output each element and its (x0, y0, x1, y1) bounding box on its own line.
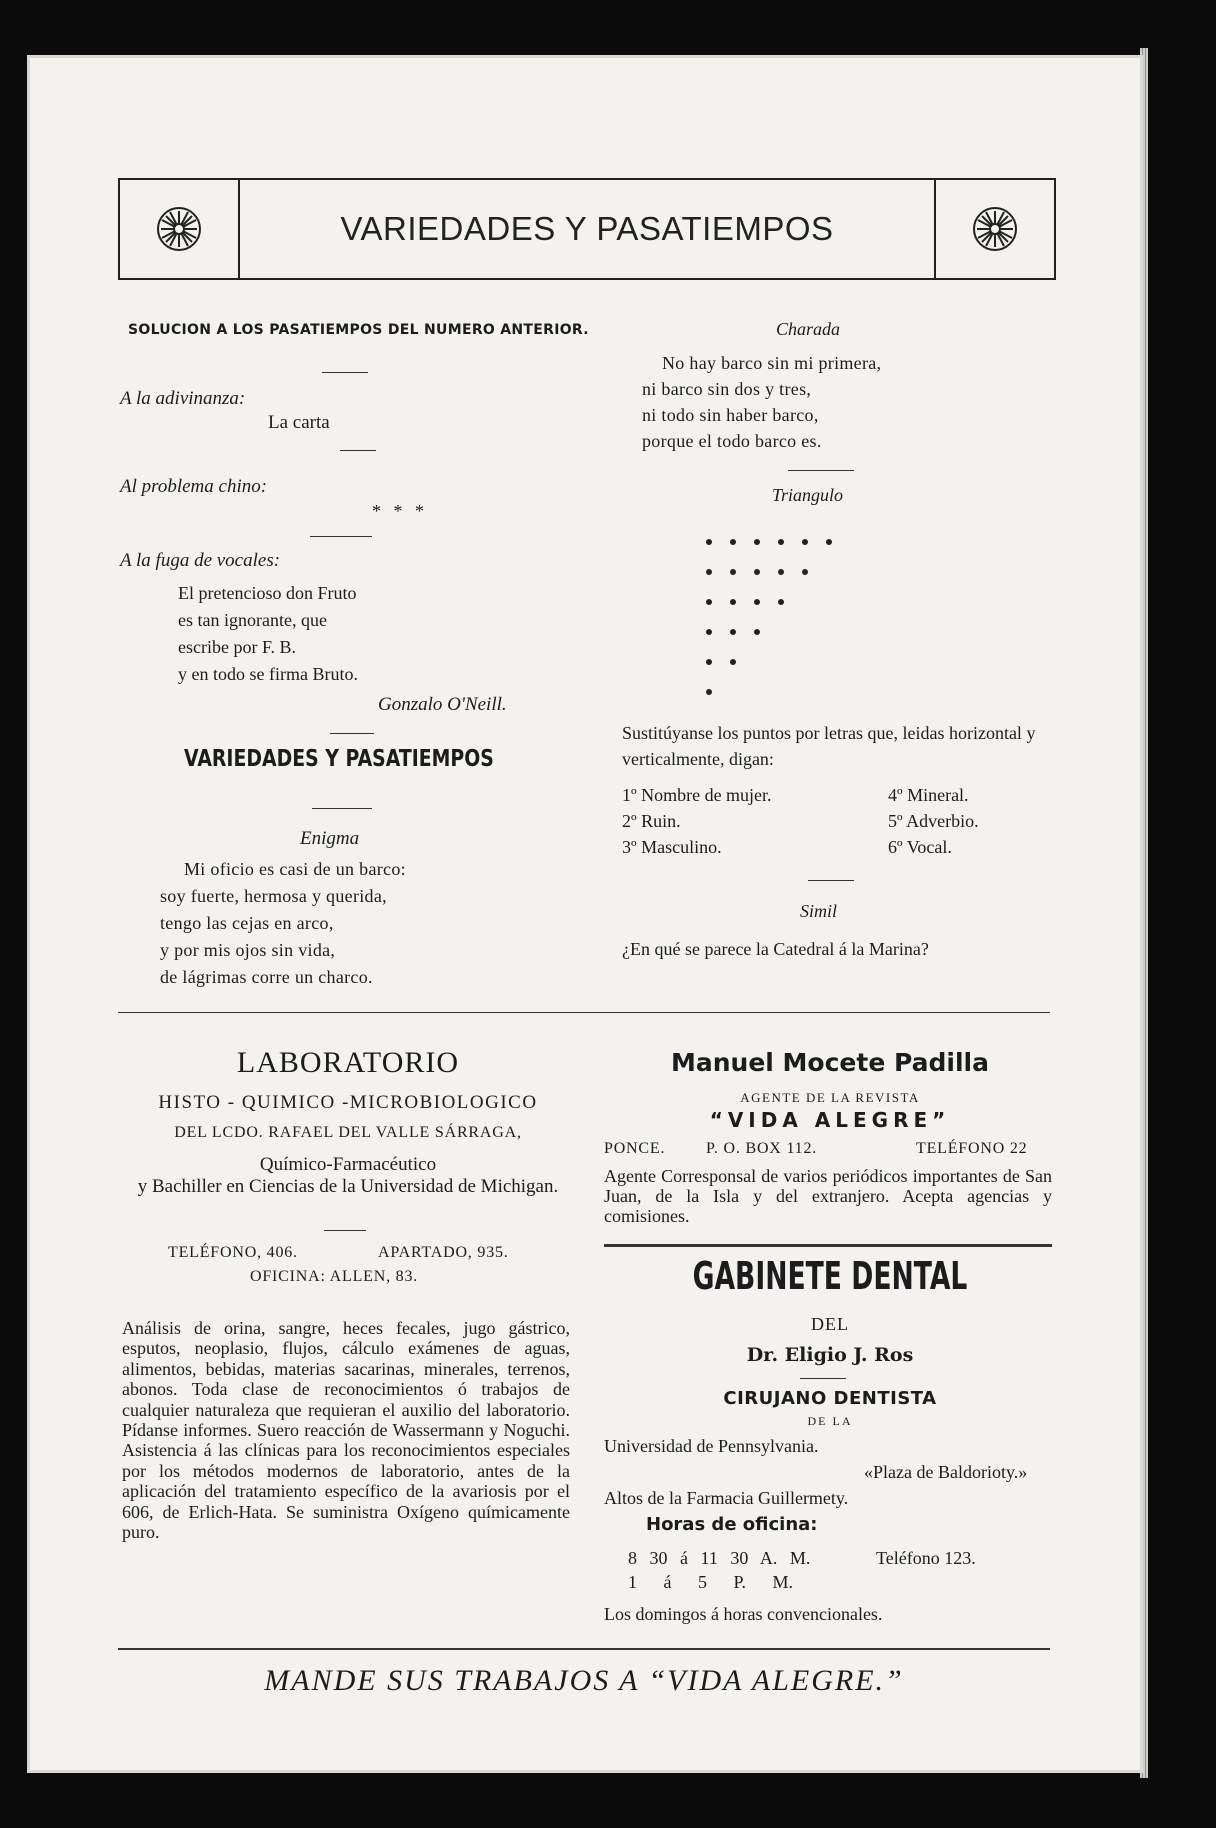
triangle-dot-row (706, 592, 850, 622)
triangle-dot (730, 539, 736, 545)
laboratorio-degree1: Químico-Farmacéutico (259, 1154, 437, 1175)
list-item: 6º Vocal. (888, 837, 952, 857)
laboratorio-title: LABORATORIO (236, 1046, 460, 1079)
header-right-cell (934, 180, 1054, 278)
header-left-cell (120, 180, 240, 278)
poem-line: de lágrimas corre un charco. (160, 967, 373, 987)
triangle-dot-row (706, 682, 850, 712)
charada-title: Charada (776, 319, 841, 339)
gabinete-horas-label: Horas de oficina: (646, 1514, 818, 1535)
author-signature: Gonzalo O'Neill. (378, 694, 507, 715)
fuga-label: A la fuga de vocales: (120, 550, 281, 571)
divider (310, 536, 372, 537)
poem-line: El pretencioso don Fruto (178, 583, 357, 603)
triangulo-items-left (622, 782, 772, 860)
poem-line: Mi oficio es casi de un barco: (184, 859, 406, 879)
mocete-body: Agente Corresponsal de varios periódicos importantes de San Juan, de la Isla y del extranjero. Acepta agencias y comisiones. (604, 1166, 1052, 1226)
triangle-dot-row (706, 622, 850, 652)
poem-line: y por mis ojos sin vida, (160, 940, 336, 960)
laboratorio-apartado: APARTADO, 935. (378, 1244, 509, 1261)
triangle-dot (826, 539, 832, 545)
divider (322, 372, 368, 373)
divider (808, 880, 854, 881)
gabinete-altos: Altos de la Farmacia Guillermety. (604, 1488, 849, 1508)
footer-slogan: MANDE SUS TRABAJOS A “VIDA ALEGRE.” (264, 1664, 904, 1697)
triangle-dot (754, 569, 760, 575)
triangle-dots (706, 532, 850, 712)
gabinete-domingos: Los domingos á horas convencionales. (604, 1604, 883, 1624)
list-item: 5º Adverbio. (888, 811, 979, 831)
list-item: 1º Nombre de mujer. (622, 785, 772, 805)
triangle-dot (778, 539, 784, 545)
mocete-name: Manuel Mocete Padilla (670, 1048, 989, 1077)
poem-line: ni barco sin dos y tres, (642, 379, 812, 399)
charada-poem (642, 350, 881, 454)
triangle-dot (778, 569, 784, 575)
simil-title: Simil (800, 901, 838, 921)
laboratorio-oficina: OFICINA: ALLEN, 83. (250, 1268, 419, 1285)
triangulo-items-right (888, 782, 979, 860)
triangle-dot (706, 659, 712, 665)
page-title: VARIEDADES Y PASATIEMPOS (340, 210, 834, 247)
poem-line: porque el todo barco es. (642, 431, 822, 451)
list-item: 2º Ruin. (622, 811, 681, 831)
laboratorio-owner: DEL LCDO. RAFAEL DEL VALLE SÁRRAGA, (174, 1124, 522, 1141)
mocete-telefono: TELÉFONO 22 (916, 1140, 1028, 1157)
mocete-revista: “VIDA ALEGRE” (709, 1108, 951, 1132)
gabinete-telefono: Teléfono 123. (876, 1548, 976, 1568)
triangulo-title: Triangulo (772, 485, 844, 505)
poem-line: escribe por F. B. (178, 637, 297, 657)
poem-line: tengo las cejas en arco, (160, 913, 334, 933)
divider (604, 1244, 1052, 1247)
triangle-dot (730, 599, 736, 605)
triangle-dot (754, 599, 760, 605)
page-stack-edge (1140, 48, 1148, 1778)
adivinanza-label: A la adivinanza: (120, 388, 246, 409)
mocete-ponce: PONCE. (604, 1140, 666, 1157)
gabinete-universidad: Universidad de Pennsylvania. (604, 1436, 819, 1456)
divider (324, 1230, 366, 1231)
triangle-dot (706, 569, 712, 575)
laboratorio-telefono: TELÉFONO, 406. (168, 1244, 298, 1261)
triangle-dot (802, 569, 808, 575)
poem-line: y en todo se firma Bruto. (178, 664, 358, 684)
enigma-title: Enigma (300, 828, 360, 849)
poem-line: ni todo sin haber barco, (642, 405, 819, 425)
triangle-dot (730, 569, 736, 575)
sunburst-ornament-icon (971, 205, 1019, 253)
gabinete-cirujano: CIRUJANO DENTISTA (723, 1388, 937, 1409)
section-header (118, 178, 1056, 280)
triangle-dot-row (706, 532, 850, 562)
triangle-dot (754, 539, 760, 545)
section-divider (118, 1648, 1050, 1650)
poem-line: es tan ignorante, que (178, 610, 327, 630)
poem-line: No hay barco sin mi primera, (662, 353, 882, 373)
laboratorio-degree2: y Bachiller en Ciencias de la Universidad de Michigan. (137, 1176, 559, 1197)
laboratorio-body: Análisis de orina, sangre, heces fecales, jugo gástrico, esputos, neoplasio, flujos, cálculo exámenes de aguas, alimentos, bebidas, materias sacarinas, minerales, terrenos, abonos. Toda clase de reconocimientos ó trabajos de cualquier naturaleza que requieran el auxilio del laboratorio. Pídanse informes. Suero reacción de Wassermann y Noguchi. Asistencia á las clínicas para los reconocimientos especiales por los métodos modernos de laboratorio, antes de la aplicación del tratamiento específico de la avariosis por el 606, de Erlich-Hata. Se suministra Oxígeno químicamente puro. (122, 1318, 570, 1543)
triangulo-instructions: Sustitúyanse los puntos por letras que, leidas horizontal y verticalmente, digan: (622, 723, 1036, 769)
poem-line: soy fuerte, hermosa y querida, (160, 886, 387, 906)
problema-label: Al problema chino: (120, 476, 268, 497)
gabinete-horas2: 1 á 5 P. M. (628, 1572, 794, 1592)
mocete-role: AGENTE DE LA REVISTA (740, 1090, 920, 1105)
adivinanza-answer: La carta (268, 412, 330, 433)
triangle-dot (778, 599, 784, 605)
problema-answer: * * * (372, 501, 428, 521)
triangle-dot (802, 539, 808, 545)
gabinete-horas1: 8 30 á 11 30 A. M. (628, 1548, 811, 1568)
gabinete-plaza: «Plaza de Baldorioty.» (864, 1462, 1028, 1482)
gabinete-del: DEL (811, 1314, 849, 1334)
enigma-poem (160, 856, 406, 991)
gabinete-doctor: Dr. Eligio J. Ros (746, 1344, 914, 1366)
sunburst-ornament-icon (155, 205, 203, 253)
list-item: 3º Masculino. (622, 837, 722, 857)
section-divider (118, 1012, 1050, 1013)
fuga-poem (178, 580, 358, 688)
triangle-dot-row (706, 562, 850, 592)
divider (800, 1378, 846, 1379)
simil-text: ¿En qué se parece la Catedral á la Marina? (622, 939, 929, 959)
divider (340, 450, 376, 451)
gabinete-title: GABINETE DENTAL (692, 1254, 968, 1298)
mocete-box: P. O. BOX 112. (706, 1140, 818, 1157)
triangle-dot-row (706, 652, 850, 682)
divider (330, 733, 374, 734)
triangle-dot (730, 659, 736, 665)
gabinete-de-la: DE LA (807, 1414, 853, 1428)
laboratorio-subtitle: HISTO - QUIMICO -MICROBIOLOGICO (158, 1092, 538, 1113)
divider (312, 808, 372, 809)
triangle-dot (706, 599, 712, 605)
triangle-dot (754, 629, 760, 635)
triangle-dot (730, 629, 736, 635)
divider (788, 470, 854, 471)
triangle-dot (706, 689, 712, 695)
variedades-heading: VARIEDADES Y PASATIEMPOS (184, 746, 494, 772)
solucion-heading: SOLUCION A LOS PASATIEMPOS DEL NUMERO ANTERIOR. (128, 322, 589, 338)
triangle-dot (706, 539, 712, 545)
triangle-dot (706, 629, 712, 635)
list-item: 4º Mineral. (888, 785, 969, 805)
